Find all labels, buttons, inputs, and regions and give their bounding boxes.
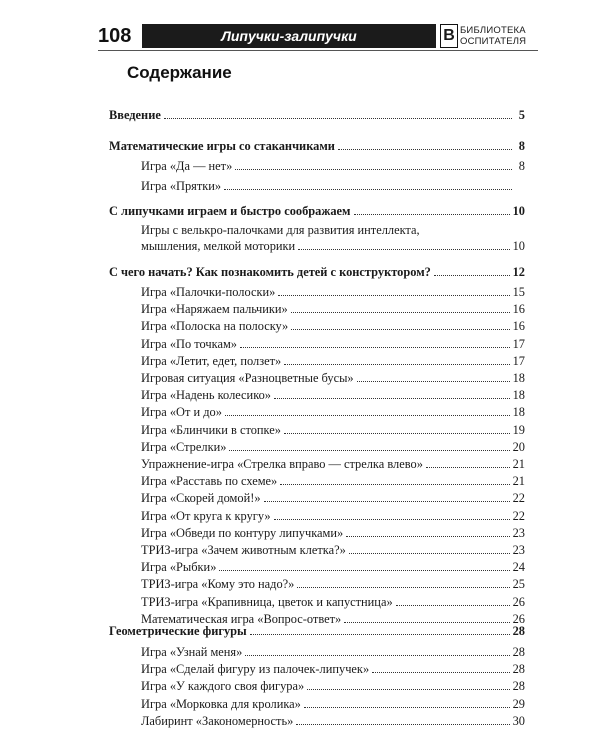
toc-section-4[interactable] <box>109 622 525 639</box>
toc-entry-page: 20 <box>512 439 525 454</box>
toc-dot-leader <box>396 604 510 606</box>
toc-entry-title: Игровая ситуация «Разноцветные бусы» <box>141 371 354 385</box>
toc-entry-page: 12 <box>512 265 525 279</box>
toc-entry-page: 8 <box>518 159 525 173</box>
toc-entry[interactable] <box>109 677 525 694</box>
toc-dot-leader <box>296 723 509 725</box>
toc-entry-page: 28 <box>512 624 525 638</box>
toc-entry-page: 21 <box>512 457 525 471</box>
toc-entry-page: 24 <box>512 560 525 575</box>
toc-entry-page: 22 <box>512 508 525 523</box>
toc-entry-title: мышления, мелкой моторики <box>141 239 296 253</box>
toc-section-1[interactable] <box>109 137 525 154</box>
toc-entry-title: Игра «Наряжаем пальчики» <box>141 302 288 317</box>
toc-entry-title: Игра «Обведи по контуру липучками» <box>141 525 344 540</box>
toc-dot-leader <box>284 432 510 434</box>
toc-dot-leader <box>284 363 509 365</box>
toc-section-3[interactable] <box>109 263 525 280</box>
toc-entry-title: Игра «От и до» <box>141 405 222 420</box>
toc-entry-page: 17 <box>512 336 525 351</box>
toc-entry-title: Игра «Морковка для кролика» <box>141 696 301 711</box>
toc-entry-page: 18 <box>512 371 525 385</box>
toc-entry-page: 28 <box>512 679 525 694</box>
toc-dot-leader <box>338 148 512 150</box>
toc-entry-line: Игры с велькро-палочками для развития интеллекта, <box>141 223 420 237</box>
toc-entry-page: 30 <box>512 713 525 728</box>
toc-entry-page: 10 <box>512 239 525 253</box>
toc-entry-title: Игра «Надень колесико» <box>141 388 271 403</box>
series-logo-line1: БИБЛИОТЕКА <box>460 25 526 36</box>
toc-section-2[interactable] <box>109 202 525 219</box>
toc-entry[interactable] <box>109 403 525 420</box>
toc-entry[interactable] <box>109 695 525 712</box>
toc-entry-page: 18 <box>512 405 525 420</box>
toc-entry-title: Введение <box>109 108 161 122</box>
toc-dot-leader <box>372 671 509 673</box>
toc-entry[interactable] <box>109 300 525 317</box>
toc-dot-leader <box>225 414 510 416</box>
toc-entry-title: Геометрические фигуры <box>109 624 247 638</box>
toc-entry[interactable] <box>109 541 525 558</box>
toc-entry[interactable] <box>109 438 525 455</box>
toc-dot-leader <box>219 569 509 571</box>
toc-entry-title: ТРИЗ-игра «Зачем животным клетка?» <box>141 543 346 557</box>
toc-entry-page: 28 <box>512 645 525 659</box>
toc-entry-title: С липучками играем и быстро соображаем <box>109 204 351 218</box>
toc-entry[interactable] <box>109 489 525 506</box>
toc-entry-title: Игра «Стрелки» <box>141 439 227 454</box>
toc-dot-leader <box>264 500 510 502</box>
series-logo-text <box>460 25 526 47</box>
toc-entry[interactable] <box>109 283 525 300</box>
series-logo-letter: В <box>440 24 458 48</box>
toc-entry-title: Игра «Узнай меня» <box>141 645 243 659</box>
series-logo-line2: ОСПИТАТЕЛЯ <box>460 36 527 47</box>
toc-entry-title: Игра «Скорей домой!» <box>141 491 261 506</box>
toc-entry[interactable] <box>109 593 525 610</box>
series-logo <box>440 24 540 48</box>
toc-dot-leader <box>291 328 509 330</box>
toc-dot-leader <box>346 535 509 537</box>
toc-dot-leader <box>291 311 510 313</box>
toc-section-intro[interactable] <box>109 106 525 123</box>
page-number: 108 <box>98 25 132 47</box>
header-rule <box>98 50 538 51</box>
toc-entry[interactable] <box>109 421 525 438</box>
toc-entry-title: Игра «По точкам» <box>141 336 237 351</box>
toc-entry-page: 29 <box>512 696 525 711</box>
toc-dot-leader <box>354 213 510 215</box>
toc-entry-title: Математическая игра «Вопрос-ответ» <box>141 611 342 626</box>
toc-entry-page: 28 <box>512 662 525 677</box>
toc-entry-title: Игра «Да — нет» <box>141 159 233 173</box>
toc-entry[interactable] <box>109 507 525 524</box>
toc-entry[interactable] <box>109 472 525 489</box>
toc-dot-leader <box>245 654 509 656</box>
toc-entry-page: 21 <box>512 474 525 489</box>
toc-dot-leader <box>349 552 510 554</box>
toc-entry-page: 26 <box>512 594 525 609</box>
toc-entry-title: ТРИЗ-игра «Крапивница, цветок и капустница» <box>141 594 393 609</box>
running-title-bar <box>142 24 436 48</box>
toc-entry-title: Игра «От круга к кругу» <box>141 508 271 523</box>
toc-entry-title: Математические игры со стаканчиками <box>109 139 335 153</box>
toc-entry-page: 22 <box>512 491 525 506</box>
toc-entry-title: Игра «Рыбки» <box>141 560 217 575</box>
toc-entry-title: Игра «Прятки» <box>141 179 222 193</box>
toc-dot-leader <box>304 706 510 708</box>
toc-dot-leader <box>164 117 512 119</box>
toc-dot-leader <box>235 168 512 170</box>
running-title: Липучки-залипучки <box>221 28 357 44</box>
toc-dot-leader <box>240 346 510 348</box>
toc-entry[interactable] <box>109 352 525 369</box>
toc-dot-leader <box>224 188 512 190</box>
toc-entry-page: 16 <box>512 302 525 317</box>
toc-entry-page: 16 <box>512 319 525 334</box>
toc-entry-page: 17 <box>512 353 525 368</box>
toc-dot-leader <box>357 380 510 382</box>
toc-entry-page: 18 <box>512 388 525 403</box>
toc-entry-title: Игра «Летит, едет, ползет» <box>141 353 282 368</box>
toc-entry-page: 8 <box>518 139 525 153</box>
toc-entry[interactable] <box>109 177 525 194</box>
running-header <box>98 22 538 50</box>
toc-entry-title: Упражнение-игра «Стрелка вправо — стрелка влево» <box>141 457 423 471</box>
toc-entry[interactable] <box>109 369 525 386</box>
toc-entry[interactable] <box>109 643 525 660</box>
toc-entry[interactable] <box>109 335 525 352</box>
toc-entry[interactable] <box>109 660 525 677</box>
toc-entry-title: Игра «У каждого своя фигура» <box>141 679 305 694</box>
toc-dot-leader <box>274 397 510 399</box>
page-title: Содержание <box>127 63 232 82</box>
toc-entry[interactable] <box>109 575 525 592</box>
toc-dot-leader <box>278 294 509 296</box>
toc-entry[interactable] <box>109 558 525 575</box>
toc-dot-leader <box>434 274 510 276</box>
toc-entry-title: Игра «Полоска на полоску» <box>141 319 289 334</box>
toc-entry[interactable] <box>109 524 525 541</box>
toc-entry-page: 25 <box>512 577 525 592</box>
toc-entry-title: Лабиринт «Закономерность» <box>141 713 294 728</box>
toc-entry[interactable] <box>109 157 525 174</box>
toc-entry-page: 5 <box>518 108 525 122</box>
toc-entry-page: 19 <box>512 422 525 437</box>
toc-entry[interactable] <box>109 317 525 334</box>
toc-dot-leader <box>297 586 509 588</box>
toc-entry[interactable] <box>109 455 525 472</box>
toc-entry-title: ТРИЗ-игра «Кому это надо?» <box>141 577 295 592</box>
toc-entry-title: Игра «Сделай фигуру из палочек-липучек» <box>141 662 370 677</box>
toc-entry-page: 23 <box>512 525 525 540</box>
toc-dot-leader <box>229 449 509 451</box>
toc-dot-leader <box>307 688 509 690</box>
toc-entry-title: С чего начать? Как познакомить детей с конструктором? <box>109 265 431 279</box>
toc-dot-leader <box>298 248 509 250</box>
toc-entry-title: Игра «Расставь по схеме» <box>141 474 278 489</box>
toc-entry-title: Игра «Палочки-полоски» <box>141 285 276 299</box>
toc-entry-title: Игра «Блинчики в стопке» <box>141 422 281 437</box>
toc-entry[interactable] <box>109 712 525 729</box>
toc-entry-page: 10 <box>512 204 525 218</box>
toc-entry[interactable] <box>109 237 525 254</box>
toc-entry-page: 23 <box>512 543 525 557</box>
toc-dot-leader <box>426 466 510 468</box>
toc-entry-page: 26 <box>512 611 525 626</box>
toc-dot-leader <box>250 633 510 635</box>
toc-dot-leader <box>274 518 510 520</box>
toc-entry[interactable] <box>109 386 525 403</box>
toc-entry-page: 15 <box>512 285 525 299</box>
toc-dot-leader <box>280 483 509 485</box>
